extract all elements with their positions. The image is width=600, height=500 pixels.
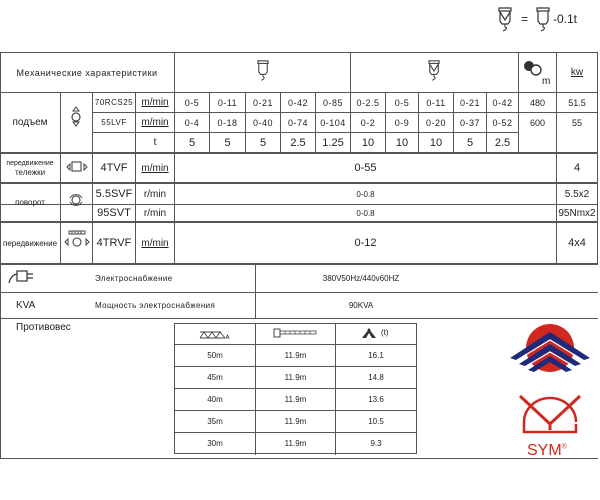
hoist-value: 0-9 bbox=[394, 117, 410, 128]
legend bbox=[495, 5, 595, 35]
company-logo-top bbox=[505, 318, 595, 378]
hoist-value: 0-5 bbox=[394, 97, 410, 108]
hoist-value: 0-4 bbox=[184, 117, 200, 128]
cw-weight: 14.8 bbox=[368, 373, 384, 382]
counter-jib-icon bbox=[273, 328, 317, 338]
slewing-icon bbox=[68, 192, 84, 208]
hoist-model: 55LVF bbox=[101, 118, 127, 127]
cw-jib: 50m bbox=[207, 351, 223, 360]
hoist-value: 2.5 bbox=[290, 136, 306, 149]
travel-label: передвижение bbox=[2, 238, 58, 248]
hoist-value: 0-5 bbox=[184, 97, 200, 108]
hoist-value: 0-37 bbox=[459, 117, 480, 128]
counterweight-title: Противовес bbox=[16, 322, 71, 333]
cw-jib: 40m bbox=[207, 395, 223, 404]
hoist-value: 0-104 bbox=[320, 117, 346, 128]
hoist-value: 0-11 bbox=[217, 97, 238, 108]
height-unit: m bbox=[542, 76, 551, 87]
hoist-height bbox=[519, 133, 556, 152]
hoist-value: 5 bbox=[466, 136, 474, 149]
trolley-label-line2: тележки bbox=[14, 168, 46, 177]
hoist-kw bbox=[557, 133, 597, 152]
hoist-unit: m/min bbox=[141, 97, 169, 108]
hoist-height: 480 bbox=[529, 97, 546, 108]
cw-jib: 45m bbox=[207, 373, 223, 382]
hoist-value: 1.25 bbox=[322, 136, 344, 149]
hook-single-icon bbox=[535, 7, 551, 33]
slewing-unit: r/min bbox=[143, 188, 167, 200]
double-hook-header-icon bbox=[427, 60, 441, 82]
hoist-value: 0-2.5 bbox=[356, 97, 380, 108]
weight-unit: (t) bbox=[381, 328, 389, 337]
jib-length-icon bbox=[199, 330, 231, 340]
trolley-kw: 4 bbox=[573, 162, 581, 174]
sym-logo bbox=[516, 392, 584, 442]
travel-value: 0-12 bbox=[354, 237, 377, 249]
kw-header: kw bbox=[570, 67, 584, 78]
sym-logo-text bbox=[527, 442, 567, 460]
hoist-value: 0-42 bbox=[492, 97, 513, 108]
hoist-value: 5 bbox=[188, 136, 196, 149]
travel-model: 4TRVF bbox=[96, 237, 132, 249]
hoist-value: 10 bbox=[361, 136, 375, 149]
legend-equals: = bbox=[521, 12, 529, 26]
hoist-value: 2.5 bbox=[494, 136, 511, 149]
trolley-icon bbox=[66, 161, 88, 173]
hoist-model: 70RCS25 bbox=[94, 98, 134, 107]
weight-icon bbox=[361, 328, 377, 339]
hoist-value: 10 bbox=[395, 136, 409, 149]
plug-icon bbox=[8, 269, 36, 285]
trolley-model: 4TVF bbox=[100, 162, 128, 174]
hoist-value: 5 bbox=[224, 136, 231, 149]
hoist-icon bbox=[70, 106, 82, 128]
trolley-label-line1: передвижение bbox=[6, 160, 54, 167]
registered-mark: ® bbox=[561, 443, 567, 451]
hoist-model bbox=[93, 133, 135, 152]
kva-value: 90KVA bbox=[348, 301, 374, 310]
slewing-value: 0-0.8 bbox=[356, 189, 375, 199]
hoist-height: 600 bbox=[529, 117, 546, 128]
hoist-value: 10 bbox=[429, 136, 443, 149]
cw-counter-jib: 11.9m bbox=[284, 395, 307, 404]
cw-weight: 10.5 bbox=[368, 417, 384, 426]
hoist-value: 0-2 bbox=[360, 117, 376, 128]
cw-weight: 9.3 bbox=[370, 439, 382, 448]
hoist-value: 0-40 bbox=[252, 117, 273, 128]
drum-height-icon bbox=[523, 60, 543, 78]
slewing-label: поворот bbox=[15, 198, 45, 207]
hoist-kw: 55 bbox=[571, 117, 582, 128]
travel-unit: m/min bbox=[141, 237, 169, 249]
hoist-unit: t bbox=[153, 137, 157, 148]
hoist-value: 0-74 bbox=[287, 117, 308, 128]
cw-jib: 35m bbox=[207, 417, 223, 426]
cw-weight: 16.1 bbox=[368, 351, 384, 360]
hoist-value: 0-42 bbox=[287, 97, 308, 108]
cw-counter-jib: 11.9m bbox=[284, 373, 307, 382]
slewing-value: 0-0.8 bbox=[356, 208, 375, 218]
hoist-value: 0-20 bbox=[425, 117, 446, 128]
cw-jib: 30m bbox=[207, 439, 223, 448]
trolley-unit: m/min bbox=[141, 162, 169, 174]
hoist-value: 0-85 bbox=[322, 97, 343, 108]
slewing-model: 95SVT bbox=[97, 207, 131, 219]
slewing-kw: 5.5x2 bbox=[564, 188, 590, 200]
travel-icon bbox=[64, 230, 90, 250]
hoist-value: 5 bbox=[259, 136, 267, 149]
kva-symbol: KVA bbox=[16, 300, 36, 311]
sym-logo-name: SYM bbox=[527, 442, 562, 459]
slewing-kw: 95Nmx2 bbox=[558, 207, 596, 219]
travel-kw: 4x4 bbox=[568, 237, 586, 249]
trolley-value: 0-55 bbox=[354, 162, 377, 174]
counterweight-table bbox=[174, 323, 417, 454]
hoist-value: 0-21 bbox=[459, 97, 480, 108]
hoist-unit: m/min bbox=[141, 117, 169, 128]
cw-counter-jib: 11.9m bbox=[284, 417, 307, 426]
cw-counter-jib: 11.9m bbox=[284, 351, 307, 360]
hoist-value: 0-52 bbox=[492, 117, 513, 128]
slewing-model: 5.5SVF bbox=[95, 188, 133, 200]
header-title: Механические характеристики bbox=[16, 67, 158, 78]
legend-minus: -0.1t bbox=[553, 12, 578, 26]
hoist-kw: 51.5 bbox=[568, 97, 586, 108]
kva-label: Мощность электроснабжения bbox=[95, 301, 216, 310]
hoist-value: 0-18 bbox=[217, 117, 238, 128]
power-value: 380V50Hz/440v60HZ bbox=[322, 274, 400, 283]
single-hook-header-icon bbox=[256, 60, 270, 82]
trolley-label bbox=[0, 154, 60, 182]
hoist-label: подъем bbox=[12, 117, 48, 128]
slewing-unit: r/min bbox=[143, 207, 167, 219]
power-label: Электроснабжение bbox=[95, 274, 173, 283]
hoist-value: 0-21 bbox=[252, 97, 273, 108]
cw-counter-jib: 11.9m bbox=[284, 439, 307, 448]
cw-weight: 13.6 bbox=[368, 395, 384, 404]
hook-double-icon bbox=[497, 7, 513, 33]
hoist-value: 0-11 bbox=[426, 97, 446, 108]
